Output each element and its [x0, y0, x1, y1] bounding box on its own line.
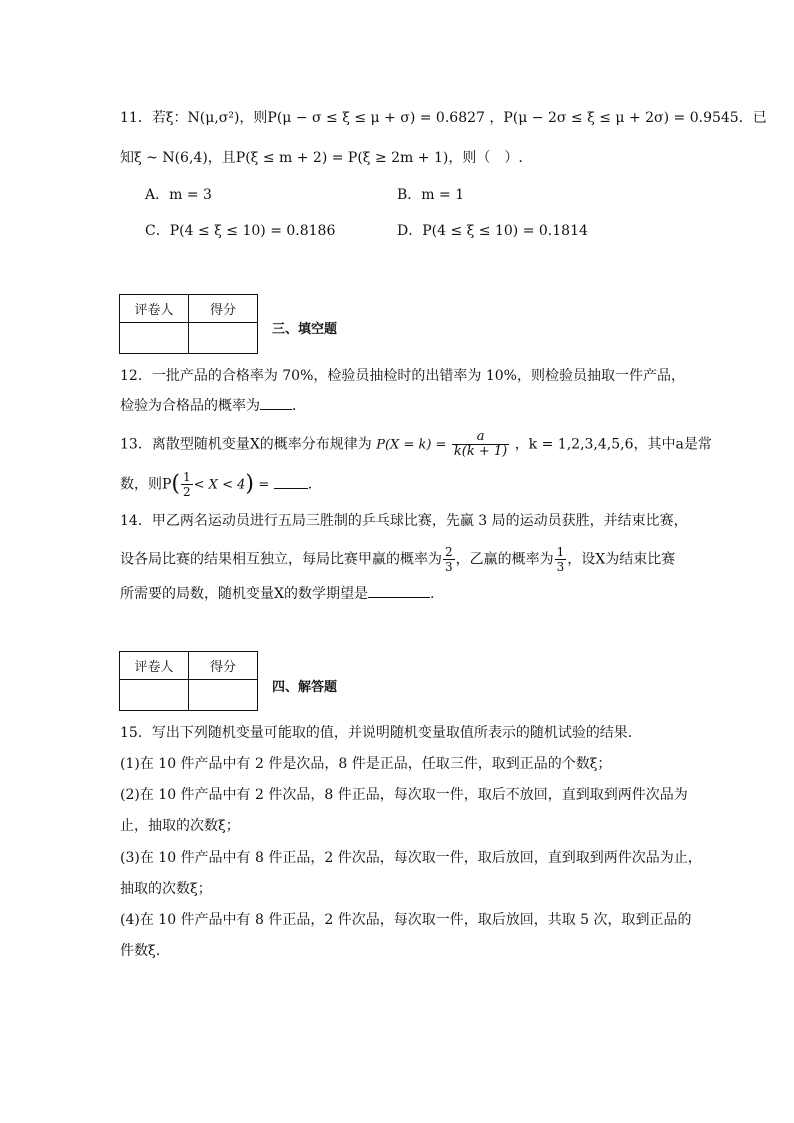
q12-line1: 12．一批产品的合格率为 70%，检验员抽检时的出错率为 10%，则检验员抽取一件产品， — [120, 368, 685, 384]
score-cell — [189, 680, 258, 711]
section-title-fill: 三、填空题 — [272, 322, 338, 337]
q14-line2: 设各局比赛的结果相互独立，每局比赛甲赢的概率为 $\frac{2}{3}$ ，乙赢的概率为 $\frac{1}{3}$ ，设X为结束比赛 — [120, 545, 676, 574]
score-table-section-3 — [119, 294, 258, 354]
q11-line1: 11．若ξ：N(μ,σ²)，则P(μ − σ ≤ ξ ≤ μ + σ) = 0.6827 ，P(μ − 2σ ≤ ξ ≤ μ + 2σ) = 0.9545．已 — [120, 110, 767, 126]
q11-option-d: D．P(4 ≤ ξ ≤ 10) = 0.1814 — [397, 223, 588, 239]
q15-part-4b: 件数ξ. — [120, 943, 161, 959]
q12-answer-blank — [260, 397, 292, 410]
q11-option-a: A．m = 3 — [145, 187, 212, 203]
reviewer-cell — [120, 680, 189, 711]
q13-fraction: $\frac{a}{k(k + 1)}$ — [453, 429, 508, 459]
q15-part-1: (1)在 10 件产品中有 2 件是次品，8 件是正品，任取三件，取到正品的个数ξ； — [120, 756, 612, 772]
q13-answer-blank — [274, 476, 308, 489]
q15-stem: 15．写出下列随机变量可能取的值，并说明随机变量取值所表示的随机试验的结果． — [120, 725, 642, 741]
score-header: 得分 — [189, 652, 258, 680]
q14-answer-blank — [368, 585, 430, 598]
q13-line2: 数，则P( $\frac{1}{2}$ < X < 4) = ． — [120, 470, 322, 499]
q13-half-fraction: $\frac{1}{2}$ — [183, 470, 191, 499]
q15-part-2a: (2)在 10 件产品中有 2 件次品，8 件正品，每次取一件，取后不放回，直到取到两件次品为 — [120, 787, 688, 803]
q11-option-b: B．m = 1 — [397, 187, 465, 203]
q14-fraction-2-3: $\frac{2}{3}$ — [445, 545, 453, 574]
q11-line2: 知ξ ~ N(6,4)，且P(ξ ≤ m + 2) = P(ξ ≥ 2m + 1)，则（ ）. — [120, 150, 523, 166]
score-cell — [189, 323, 258, 354]
section-title-answer: 四、解答题 — [272, 680, 338, 695]
q15-part-3a: (3)在 10 件产品中有 8 件正品，2 件次品，每次取一件，取后放回，直到取到两件次品为止， — [120, 850, 702, 866]
score-table-section-4 — [119, 651, 258, 711]
q14-fraction-1-3: $\frac{1}{3}$ — [556, 545, 565, 574]
reviewer-header: 评卷人 — [120, 652, 189, 680]
q14-line3: 所需要的局数，随机变量X的数学期望是 . — [120, 586, 435, 602]
q13-line1: 13．离散型随机变量X的概率分布规律为 P(X = k) = $\frac{a}{k(k + 1)}$ ，k = 1,2,3,4,5,6，其中a是常 — [120, 429, 712, 459]
reviewer-cell — [120, 323, 189, 354]
q14-line1: 14．甲乙两名运动员进行五局三胜制的乒乓球比赛，先赢 3 局的运动员获胜，并结束比赛， — [120, 513, 688, 529]
score-header: 得分 — [189, 295, 258, 323]
q11-option-c: C．P(4 ≤ ξ ≤ 10) = 0.8186 — [145, 223, 336, 239]
q12-line2: 检验为合格品的概率为 ． — [120, 398, 306, 414]
q15-part-4a: (4)在 10 件产品中有 8 件正品，2 件次品，每次取一件，取后放回，共取 5 次，取到正品的 — [120, 912, 692, 928]
q15-part-3b: 抽取的次数ξ； — [120, 881, 212, 897]
q15-part-2b: 止，抽取的次数ξ； — [120, 818, 240, 834]
reviewer-header: 评卷人 — [120, 295, 189, 323]
